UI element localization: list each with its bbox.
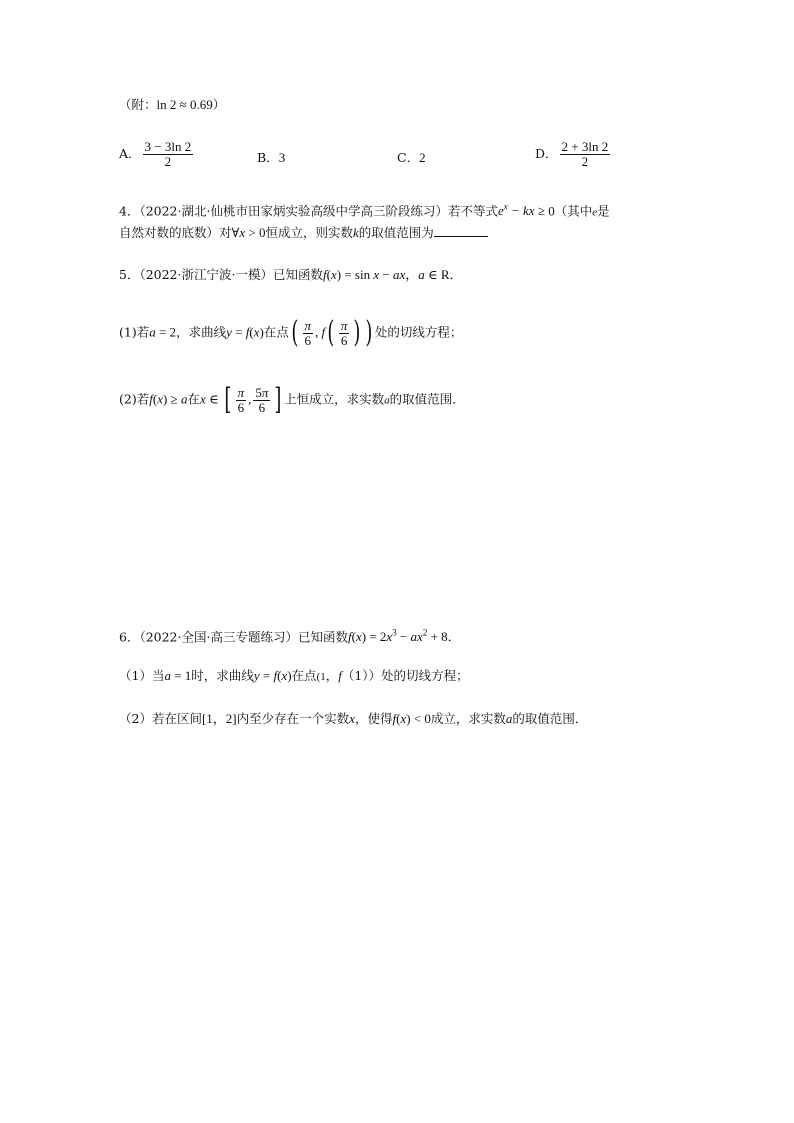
option-a-denominator: 2 (164, 154, 172, 169)
question-6-line (119, 624, 461, 646)
right-paren-inner: ) (353, 315, 361, 350)
question-5-part-1 (119, 315, 463, 350)
question-6-function: $f(x) = 2x^3 - ax^2 + 8$． (347, 628, 461, 645)
question-5-curve: y = f(x) (226, 324, 264, 340)
option-d (535, 140, 612, 169)
right-bracket: ] (274, 382, 282, 417)
question-6-x: x (349, 711, 355, 726)
right-paren: ) (365, 315, 373, 350)
question-4-line-2 (119, 224, 488, 242)
question-6-a-equals-1: a = 1 (164, 668, 192, 683)
left-paren-inner: ( (327, 315, 335, 350)
question-6-part-2-text-e: 的取值范围． (512, 711, 588, 726)
question-4-text-is: 是 (597, 203, 610, 219)
option-a-fraction (143, 140, 194, 169)
question-6-number: 6． (119, 629, 140, 645)
option-d-numerator: 2 + 3ln 2 (561, 139, 609, 154)
note-open: （附： (119, 97, 157, 112)
question-5-part-2 (119, 382, 465, 417)
question-6-part-1 (119, 667, 469, 686)
question-5-intro: 已知函数 (272, 267, 323, 282)
question-6-source: （2022·全国·高三专题练习） (139, 629, 298, 645)
question-6-part-2-text-a: （2）若在区间 (119, 711, 202, 726)
question-4-text-paren: （其中 (554, 203, 593, 219)
question-5-a: a (384, 394, 390, 407)
question-5-function: f(x) = sin x − ax，a ∈ R． (322, 267, 463, 282)
question-6-point-open: (1 (316, 671, 326, 683)
option-d-letter: D． (535, 146, 558, 161)
question-6-part-2 (119, 710, 587, 728)
question-6-part-1-text-d: ， (325, 668, 339, 683)
answer-blank (434, 224, 488, 237)
question-5-part-2-text-b: 在 (187, 391, 200, 407)
question-4-text-2: 自然对数的底数）对 (119, 225, 232, 240)
question-5-inequality: f(x) ≥ a (149, 391, 188, 407)
option-a (119, 140, 195, 169)
question-4-e: e (592, 206, 598, 219)
option-b (257, 148, 285, 166)
question-6-part-2-text-d: 成立，求实数 (430, 711, 506, 726)
question-4-forall: ∀x > 0 (231, 225, 266, 240)
question-6-curve: y = f(x) (253, 668, 292, 683)
fraction-5pi-6: $\frac{5\pi}{6}$ (255, 384, 269, 415)
option-d-fraction (560, 140, 611, 169)
question-5-part-1-text-a: (1)若 (119, 324, 150, 340)
point-f: , f (315, 324, 326, 340)
question-5-part-2-text-c: 上恒成立，求实数 (284, 391, 385, 407)
question-5-part-1-text-d: 处的切线方程； (374, 324, 463, 340)
question-4-zero: 0 (548, 203, 555, 219)
question-5-a-equals-2: a = 2 (149, 324, 177, 340)
option-a-letter: A． (119, 146, 141, 161)
question-6-inequality: f(x) < 0 (392, 711, 431, 726)
question-5-line (119, 266, 463, 284)
question-6-part-1-text-c: 在点 (291, 668, 317, 683)
option-c (397, 148, 426, 166)
question-5-x-in: x ∈ (199, 391, 222, 407)
question-4-text-3: 恒成立，则实数 (265, 225, 354, 240)
question-5-source: （2022·浙江宁波·一模） (139, 267, 273, 282)
question-4-k: k (353, 225, 359, 240)
question-4-number: 4． (119, 203, 140, 219)
option-c-value: 2 (419, 150, 426, 165)
question-4-text: 若不等式 (447, 203, 498, 219)
question-4-source: （2022·湖北·仙桃市田家炳实验高级中学高三阶段练习） (139, 203, 448, 219)
question-6-part-1-text-a: （1）当 (119, 668, 165, 683)
question-6-a: a (505, 711, 513, 726)
option-d-denominator: 2 (581, 154, 589, 169)
question-6-part-2-text-c: ，使得 (354, 711, 393, 726)
fraction-pi-6-lower: $\frac{\pi}{6}$ (237, 384, 245, 415)
option-b-value: 3 (278, 150, 286, 165)
question-4-text-4: 的取值范围为 (358, 225, 434, 240)
question-5-part-2-text-a: (2)若 (119, 391, 150, 407)
question-6-part-2-text-b: 内至少存在一个实数 (236, 711, 350, 726)
question-4-inequality: $e^x$ − kx ≥ (497, 202, 549, 219)
question-6-part-1-text-e: （1））处的切线方程； (341, 668, 469, 683)
question-5-number: 5． (119, 267, 140, 282)
question-6-intro: 已知函数 (297, 629, 348, 645)
question-6-part-1-text-b: 时，求曲线 (191, 668, 254, 683)
option-b-letter: B． (257, 150, 279, 165)
fraction-pi-6-inner: $\frac{\pi}{6}$ (340, 317, 348, 348)
comma: , (248, 391, 252, 407)
note-math: ln 2 ≈ 0.69 (156, 97, 213, 112)
question-4-line-1 (119, 198, 610, 221)
fraction-pi-6: $\frac{\pi}{6}$ (304, 317, 312, 348)
question-6-interval: [1，2] (201, 711, 237, 726)
question-5-part-2-text-d: 的取值范围． (389, 391, 465, 407)
question-5-part-1-text-b: ，求曲线 (176, 324, 227, 340)
question-6-f: f (338, 668, 342, 683)
option-c-letter: C． (397, 150, 420, 165)
note-close: ） (212, 97, 226, 112)
left-paren: ( (291, 315, 299, 350)
question-5-part-1-text-c: 在点 (263, 324, 289, 340)
left-bracket: [ (224, 382, 232, 417)
note-line (119, 96, 225, 114)
option-a-numerator: 3 − 3ln 2 (144, 139, 192, 154)
